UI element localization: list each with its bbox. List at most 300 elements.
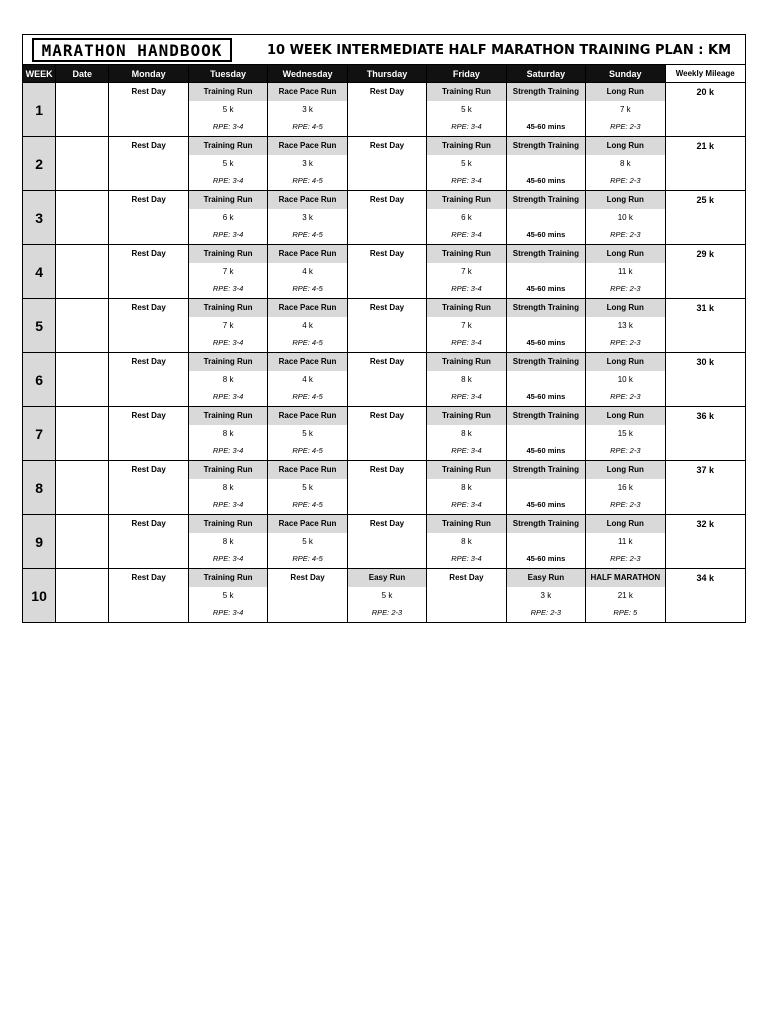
- workout-distance: [507, 479, 585, 497]
- day-cell: [347, 569, 426, 623]
- workout-name: Training Run: [189, 461, 267, 479]
- workout-distance: 11 k: [618, 536, 633, 546]
- workout-distance: [348, 533, 426, 551]
- day-cell: [347, 137, 426, 191]
- workout-distance: 10 k: [617, 212, 633, 222]
- workout-duration: 45-60 mins: [526, 446, 566, 456]
- workout-distance: 8 k: [461, 482, 472, 492]
- workout-distance: 4 k: [302, 374, 313, 384]
- workout-rpe: [348, 118, 426, 136]
- workout-rpe: RPE: 3-4: [451, 446, 482, 456]
- workout-name: Training Run: [427, 191, 505, 209]
- workout-name: Strength Training: [507, 407, 585, 425]
- weekly-mileage-value: 20 k: [696, 87, 715, 97]
- workout-distance: [109, 155, 187, 173]
- day-cell: [427, 245, 506, 299]
- day-cell: [268, 83, 347, 137]
- week-row: [23, 137, 746, 191]
- workout-name: Training Run: [189, 407, 267, 425]
- week-number: 9: [23, 515, 56, 569]
- workout-name: Training Run: [189, 83, 267, 101]
- workout-distance: [348, 263, 426, 281]
- workout-name: Training Run: [427, 515, 505, 533]
- workout-name: Long Run: [586, 137, 664, 155]
- workout-rpe: RPE: 3-4: [451, 338, 482, 348]
- plan-title: 10 WEEK INTERMEDIATE HALF MARATHON TRAINING PLAN : KM: [266, 42, 732, 58]
- workout-rpe: [348, 550, 426, 568]
- workout-distance: [507, 101, 585, 119]
- workout-distance: [348, 155, 426, 173]
- workout-distance: [507, 317, 585, 335]
- day-cell: [586, 461, 665, 515]
- workout-name: Training Run: [427, 245, 505, 263]
- workout-rpe: RPE: 4-5: [292, 122, 323, 132]
- workout-distance: 5 k: [461, 104, 472, 114]
- workout-distance: [348, 425, 426, 443]
- date-cell[interactable]: [56, 191, 109, 245]
- day-cell: [506, 461, 585, 515]
- workout-name: Rest Day: [369, 87, 405, 97]
- workout-name: Race Pace Run: [268, 299, 346, 317]
- col-header-tuesday: Tuesday: [188, 65, 267, 83]
- workout-name: Race Pace Run: [268, 407, 346, 425]
- workout-rpe: RPE: 3-4: [451, 392, 482, 402]
- week-row: [23, 299, 746, 353]
- workout-name: Long Run: [586, 353, 664, 371]
- day-cell: [586, 569, 665, 623]
- day-cell: [268, 407, 347, 461]
- workout-name: Rest Day: [131, 357, 166, 367]
- workout-distance: 8 k: [222, 428, 234, 438]
- workout-name: Rest Day: [131, 195, 166, 205]
- workout-rpe: RPE: 5: [613, 608, 638, 618]
- workout-rpe: [109, 280, 187, 298]
- workout-rpe: RPE: 4-5: [292, 176, 323, 186]
- workout-rpe: RPE: 2-3: [610, 392, 641, 402]
- week-number: 5: [23, 299, 56, 353]
- day-cell: [427, 353, 506, 407]
- workout-name: Race Pace Run: [268, 191, 346, 209]
- week-number: 2: [23, 137, 56, 191]
- workout-distance: 6 k: [222, 212, 234, 222]
- week-row: [23, 353, 746, 407]
- workout-rpe: RPE: 2-3: [610, 176, 641, 186]
- weekly-mileage-value: 32 k: [696, 519, 715, 529]
- day-cell: [506, 407, 585, 461]
- workout-distance: 4 k: [302, 266, 313, 276]
- day-cell: [427, 407, 506, 461]
- col-header-thursday: Thursday: [347, 65, 426, 83]
- workout-name: Long Run: [586, 515, 664, 533]
- col-header-week: WEEK: [23, 65, 56, 83]
- workout-distance: 5 k: [381, 590, 393, 600]
- day-cell: [506, 515, 585, 569]
- workout-duration: 45-60 mins: [526, 122, 566, 132]
- day-cell: [188, 569, 267, 623]
- workout-distance: [109, 533, 187, 551]
- week-row: [23, 191, 746, 245]
- workout-rpe: [109, 334, 187, 352]
- workout-distance: 5 k: [461, 158, 472, 168]
- workout-name: Race Pace Run: [268, 137, 346, 155]
- workout-name: Race Pace Run: [268, 515, 346, 533]
- weekly-mileage-value: 36 k: [696, 411, 715, 421]
- workout-distance: 13 k: [617, 320, 633, 330]
- day-cell: [109, 83, 188, 137]
- workout-rpe: RPE: 4-5: [292, 230, 323, 240]
- plan-body: [23, 83, 746, 623]
- workout-distance: [109, 479, 187, 497]
- day-cell: [586, 353, 665, 407]
- workout-distance: [348, 101, 426, 119]
- workout-rpe: RPE: 3-4: [212, 122, 244, 132]
- day-cell: [427, 515, 506, 569]
- day-cell: [347, 245, 426, 299]
- col-header-monday: Monday: [109, 65, 188, 83]
- week-row: [23, 245, 746, 299]
- col-header-wednesday: Wednesday: [268, 65, 347, 83]
- workout-rpe: RPE: 2-3: [610, 500, 641, 510]
- workout-name: Training Run: [427, 353, 505, 371]
- week-number: 4: [23, 245, 56, 299]
- workout-name: HALF MARATHON: [586, 569, 664, 587]
- workout-name: Rest Day: [131, 87, 166, 97]
- col-header-sunday: Sunday: [586, 65, 665, 83]
- workout-distance: [507, 533, 585, 551]
- day-cell: [506, 245, 585, 299]
- workout-distance: 3 k: [302, 104, 313, 114]
- date-cell[interactable]: [56, 407, 109, 461]
- workout-distance: 7 k: [461, 266, 472, 276]
- workout-rpe: RPE: 3-4: [212, 284, 244, 294]
- workout-name: Long Run: [586, 461, 664, 479]
- workout-distance: [109, 209, 187, 227]
- week-row: [23, 83, 746, 137]
- workout-distance: [348, 479, 426, 497]
- workout-distance: 11 k: [618, 266, 633, 276]
- weekly-mileage-value: 34 k: [696, 573, 715, 583]
- date-cell[interactable]: [56, 299, 109, 353]
- workout-name: Long Run: [586, 245, 664, 263]
- date-cell[interactable]: [56, 137, 109, 191]
- day-cell: [109, 137, 188, 191]
- day-cell: [586, 407, 665, 461]
- workout-distance: [348, 317, 426, 335]
- workout-distance: [507, 263, 585, 281]
- workout-rpe: RPE: 3-4: [212, 554, 244, 564]
- workout-name: Strength Training: [507, 353, 585, 371]
- workout-name: Race Pace Run: [268, 353, 346, 371]
- workout-rpe: [109, 388, 187, 406]
- weekly-mileage-cell: [665, 137, 745, 191]
- workout-distance: 5 k: [302, 536, 313, 546]
- workout-distance: [507, 209, 585, 227]
- date-cell[interactable]: [56, 245, 109, 299]
- weekly-mileage-cell: [665, 461, 745, 515]
- sheet-header: [22, 34, 746, 64]
- date-cell[interactable]: [56, 83, 109, 137]
- workout-rpe: [348, 388, 426, 406]
- workout-rpe: [109, 550, 187, 568]
- workout-name: Training Run: [427, 299, 505, 317]
- workout-name: Strength Training: [507, 515, 585, 533]
- weekly-mileage-cell: [665, 515, 745, 569]
- day-cell: [109, 353, 188, 407]
- weekly-mileage-value: 30 k: [696, 357, 715, 367]
- week-number: 3: [23, 191, 56, 245]
- workout-name: Rest Day: [131, 249, 166, 259]
- workout-distance: 21 k: [617, 590, 633, 600]
- workout-distance: [348, 371, 426, 389]
- day-cell: [506, 569, 585, 623]
- workout-distance: [507, 371, 585, 389]
- workout-rpe: RPE: 3-4: [451, 176, 482, 186]
- workout-rpe: [348, 172, 426, 190]
- workout-rpe: RPE: 4-5: [292, 338, 323, 348]
- workout-distance: [268, 587, 346, 605]
- workout-distance: 5 k: [222, 158, 234, 168]
- workout-name: Strength Training: [507, 137, 585, 155]
- day-cell: [109, 569, 188, 623]
- week-number: 8: [23, 461, 56, 515]
- workout-name: Rest Day: [369, 141, 405, 151]
- week-number: 10: [23, 569, 56, 623]
- workout-name: Easy Run: [348, 569, 426, 587]
- day-cell: [188, 245, 267, 299]
- workout-rpe: [348, 442, 426, 460]
- workout-name: Rest Day: [131, 519, 166, 529]
- workout-distance: [109, 317, 187, 335]
- day-cell: [109, 515, 188, 569]
- workout-rpe: RPE: 3-4: [212, 392, 244, 402]
- workout-distance: 3 k: [302, 158, 313, 168]
- workout-distance: 8 k: [222, 374, 234, 384]
- workout-rpe: [109, 226, 187, 244]
- workout-name: Training Run: [427, 461, 505, 479]
- workout-distance: 4 k: [302, 320, 313, 330]
- day-cell: [347, 83, 426, 137]
- workout-name: Race Pace Run: [268, 83, 346, 101]
- column-header-row: [23, 65, 746, 83]
- workout-rpe: [268, 604, 346, 622]
- workout-name: Rest Day: [369, 303, 405, 313]
- day-cell: [427, 569, 506, 623]
- day-cell: [586, 515, 665, 569]
- workout-name: Rest Day: [131, 411, 166, 421]
- day-cell: [586, 191, 665, 245]
- plan-table: [22, 64, 746, 623]
- workout-name: Race Pace Run: [268, 461, 346, 479]
- day-cell: [427, 137, 506, 191]
- workout-name: Long Run: [586, 191, 664, 209]
- day-cell: [188, 299, 267, 353]
- workout-rpe: RPE: 3-4: [212, 446, 244, 456]
- day-cell: [347, 353, 426, 407]
- day-cell: [109, 407, 188, 461]
- weekly-mileage-value: 37 k: [696, 465, 715, 475]
- workout-name: Easy Run: [507, 569, 585, 587]
- workout-name: Training Run: [427, 407, 505, 425]
- col-header-saturday: Saturday: [506, 65, 585, 83]
- workout-name: Long Run: [586, 299, 664, 317]
- weekly-mileage-value: 21 k: [696, 141, 715, 151]
- workout-rpe: RPE: 2-3: [610, 554, 641, 564]
- day-cell: [188, 83, 267, 137]
- workout-name: Strength Training: [507, 245, 585, 263]
- workout-distance: 3 k: [540, 590, 552, 600]
- workout-distance: [109, 101, 187, 119]
- workout-distance: 8 k: [222, 536, 234, 546]
- week-row: [23, 515, 746, 569]
- workout-name: Training Run: [189, 569, 267, 587]
- day-cell: [188, 191, 267, 245]
- workout-rpe: [348, 496, 426, 514]
- weekly-mileage-cell: [665, 407, 745, 461]
- week-row: [23, 407, 746, 461]
- week-number: 7: [23, 407, 56, 461]
- workout-rpe: RPE: 3-4: [212, 338, 244, 348]
- workout-rpe: RPE: 2-3: [610, 338, 641, 348]
- day-cell: [188, 137, 267, 191]
- workout-rpe: [109, 118, 187, 136]
- workout-name: Long Run: [586, 83, 664, 101]
- workout-distance: [507, 155, 585, 173]
- weekly-mileage-value: 25 k: [696, 195, 715, 205]
- workout-rpe: RPE: 3-4: [212, 500, 244, 510]
- workout-name: Strength Training: [507, 299, 585, 317]
- workout-name: Training Run: [189, 515, 267, 533]
- workout-duration: 45-60 mins: [526, 554, 566, 564]
- day-cell: [586, 137, 665, 191]
- day-cell: [427, 461, 506, 515]
- workout-distance: [109, 371, 187, 389]
- workout-rpe: RPE: 2-3: [610, 284, 641, 294]
- date-cell[interactable]: [56, 515, 109, 569]
- workout-duration: 45-60 mins: [526, 284, 566, 294]
- workout-distance: 16 k: [617, 482, 633, 492]
- workout-distance: [109, 263, 187, 281]
- workout-distance: 3 k: [302, 212, 313, 222]
- col-header-date: Date: [56, 65, 109, 83]
- workout-distance: 8 k: [461, 536, 472, 546]
- date-cell[interactable]: [56, 461, 109, 515]
- workout-distance: [507, 425, 585, 443]
- day-cell: [268, 191, 347, 245]
- workout-name: Training Run: [427, 83, 505, 101]
- workout-rpe: RPE: 4-5: [292, 446, 323, 456]
- workout-duration: 45-60 mins: [526, 392, 566, 402]
- workout-rpe: [109, 172, 187, 190]
- workout-rpe: [109, 604, 187, 622]
- week-number: 6: [23, 353, 56, 407]
- brand-logo: [32, 38, 232, 62]
- day-cell: [188, 353, 267, 407]
- workout-distance: 15 k: [617, 428, 633, 438]
- workout-rpe: RPE: 4-5: [292, 554, 323, 564]
- workout-rpe: RPE: 3-4: [451, 500, 482, 510]
- week-row: [23, 569, 746, 623]
- day-cell: [109, 245, 188, 299]
- workout-distance: 5 k: [302, 482, 313, 492]
- day-cell: [506, 83, 585, 137]
- workout-rpe: RPE: 3-4: [451, 122, 482, 132]
- workout-rpe: RPE: 3-4: [451, 554, 482, 564]
- day-cell: [347, 407, 426, 461]
- workout-distance: [109, 425, 187, 443]
- col-header-weekly-mileage: Weekly Mileage: [665, 65, 745, 83]
- workout-name: Training Run: [189, 353, 267, 371]
- workout-duration: 45-60 mins: [526, 338, 566, 348]
- day-cell: [506, 299, 585, 353]
- day-cell: [427, 191, 506, 245]
- workout-name: Strength Training: [507, 461, 585, 479]
- date-cell[interactable]: [56, 569, 109, 623]
- day-cell: [427, 83, 506, 137]
- weekly-mileage-cell: [665, 299, 745, 353]
- workout-rpe: RPE: 2-3: [610, 446, 641, 456]
- day-cell: [268, 299, 347, 353]
- day-cell: [586, 245, 665, 299]
- day-cell: [268, 137, 347, 191]
- workout-rpe: [348, 280, 426, 298]
- workout-rpe: RPE: 3-4: [212, 230, 244, 240]
- workout-name: Rest Day: [369, 249, 405, 259]
- day-cell: [347, 515, 426, 569]
- day-cell: [109, 191, 188, 245]
- brand-logo-text: MARATHON HANDBOOK: [41, 40, 223, 60]
- workout-name: Rest Day: [131, 573, 166, 583]
- weekly-mileage-cell: [665, 83, 745, 137]
- workout-name: Long Run: [586, 407, 664, 425]
- weekly-mileage-value: 29 k: [696, 249, 715, 259]
- workout-name: Strength Training: [507, 191, 585, 209]
- workout-rpe: [109, 442, 187, 460]
- workout-distance: 5 k: [222, 104, 234, 114]
- workout-distance: 8 k: [461, 428, 472, 438]
- workout-distance: 7 k: [619, 104, 631, 114]
- day-cell: [188, 515, 267, 569]
- day-cell: [347, 191, 426, 245]
- workout-name: Training Run: [189, 191, 267, 209]
- day-cell: [586, 83, 665, 137]
- workout-duration: 45-60 mins: [526, 176, 566, 186]
- workout-distance: 5 k: [222, 590, 234, 600]
- workout-distance: 6 k: [461, 212, 472, 222]
- day-cell: [506, 353, 585, 407]
- workout-duration: 45-60 mins: [526, 230, 566, 240]
- workout-name: Rest Day: [369, 465, 405, 475]
- workout-rpe: [427, 604, 505, 622]
- workout-rpe: RPE: 3-4: [212, 608, 244, 618]
- workout-distance: 7 k: [461, 320, 472, 330]
- day-cell: [427, 299, 506, 353]
- weekly-mileage-cell: [665, 353, 745, 407]
- workout-rpe: RPE: 3-4: [451, 230, 482, 240]
- workout-name: Rest Day: [369, 195, 405, 205]
- workout-rpe: [348, 334, 426, 352]
- workout-name: Training Run: [427, 137, 505, 155]
- day-cell: [506, 191, 585, 245]
- date-cell[interactable]: [56, 353, 109, 407]
- workout-rpe: RPE: 4-5: [292, 284, 323, 294]
- workout-name: Rest Day: [131, 465, 166, 475]
- workout-name: Rest Day: [449, 573, 484, 583]
- workout-distance: [109, 587, 187, 605]
- training-plan-sheet: [22, 34, 746, 623]
- workout-rpe: RPE: 3-4: [212, 176, 244, 186]
- workout-name: Rest Day: [369, 519, 405, 529]
- workout-name: Rest Day: [131, 141, 166, 151]
